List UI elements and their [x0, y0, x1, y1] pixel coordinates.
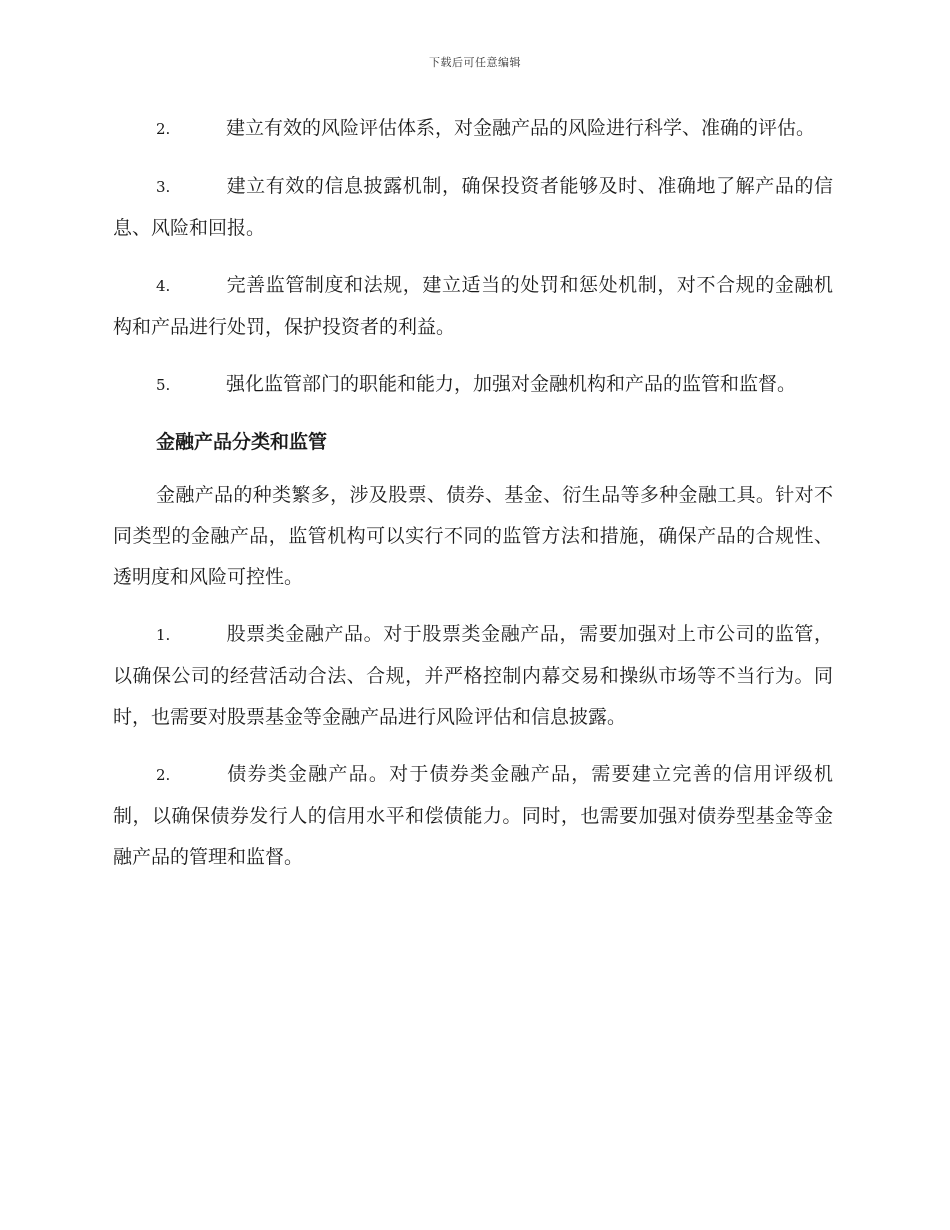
list-item [113, 754, 833, 878]
list-item-number: 5. [156, 376, 171, 394]
list-item-text: 建立有效的风险评估体系，对金融产品的风险进行科学、准确的评估。 [226, 117, 816, 139]
page-header: 下载后可任意编辑 [429, 56, 521, 69]
list-item [113, 364, 833, 406]
list-item-text: 强化监管部门的职能和能力，加强对金融机构和产品的监管和监督。 [226, 373, 797, 395]
list-item [113, 166, 833, 249]
section-intro-paragraph: 金融产品的种类繁多，涉及股票、债券、基金、衍生品等多种金融工具。针对不同类型的金融产品，监管机构可以实行不同的监管方法和措施，确保产品的合规性、透明度和风险可控性。 [113, 484, 833, 588]
list-item-text: 建立有效的信息披露机制，确保投资者能够及时、准确地了解产品的信息、风险和回报。 [113, 175, 833, 239]
list-item [113, 614, 833, 738]
list-item-number: 2. [156, 120, 171, 138]
list-item [113, 265, 833, 348]
section-heading: 金融产品分类和监管 [156, 431, 328, 453]
list-item-text: 债券类金融产品。对于债券类金融产品，需要建立完善的信用评级机制，以确保债券发行人的信用水平和偿债能力。同时，也需要加强对债券型基金等金融产品的管理和监督。 [113, 763, 833, 868]
list-item-text: 完善监管制度和法规，建立适当的处罚和惩处机制，对不合规的金融机构和产品进行处罚，保护投资者的利益。 [113, 274, 833, 338]
list-item [113, 108, 833, 150]
list-item-number: 1. [156, 626, 171, 644]
list-item-text: 股票类金融产品。对于股票类金融产品，需要加强对上市公司的监管，以确保公司的经营活动合法、合规，并严格控制内幕交易和操纵市场等不当行为。同时，也需要对股票基金等金融产品进行风险评估和信息披露。 [113, 623, 833, 728]
list-item-number: 4. [156, 277, 171, 295]
list-item-number: 2. [156, 766, 171, 784]
list-item-number: 3. [156, 178, 171, 196]
document-body [113, 108, 833, 894]
